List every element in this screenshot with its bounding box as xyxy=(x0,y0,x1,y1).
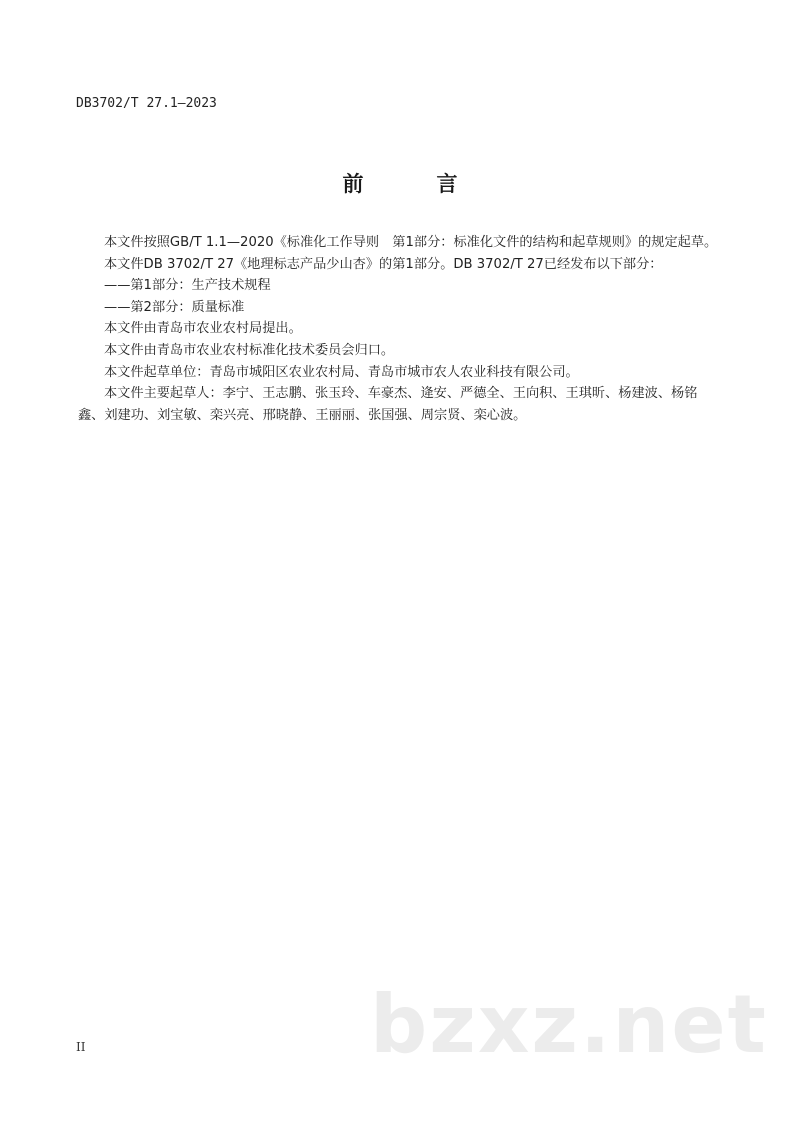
paragraph-document-part: 本文件DB 3702/T 27《地理标志产品少山杏》的第1部分。DB 3702/T 27已经发布以下部分： xyxy=(104,256,663,272)
paragraph-proposed-by: 本文件由青岛市农业农村局提出。 xyxy=(104,321,302,337)
foreword-body xyxy=(78,232,720,426)
watermark: bzxz.net xyxy=(370,978,768,1071)
paragraph-drafters: 本文件主要起草人：李宁、王志鹏、张玉玲、车豪杰、逄安、严德全、王向积、王琪昕、杨建波、杨铭鑫、刘建功、刘宝敏、栾兴亮、邢晓静、王丽丽、张国强、周宗贤、栾心波。 xyxy=(78,386,698,423)
document-code: DB3702/T 27.1—2023 xyxy=(76,96,217,111)
list-item-part-2: ——第2部分：质量标准 xyxy=(104,299,245,315)
paragraph-centralized-by: 本文件由青岛市农业农村标准化技术委员会归口。 xyxy=(104,342,395,358)
paragraph-drafting-rules: 本文件按照GB/T 1.1—2020《标准化工作导则 第1部分：标准化文件的结构和起草规则》的规定起草。 xyxy=(104,235,718,250)
paragraph-drafting-units: 本文件起草单位：青岛市城阳区农业农村局、青岛市城市农人农业科技有限公司。 xyxy=(104,364,579,380)
page-number: II xyxy=(76,1040,86,1054)
page-title: 前 言 xyxy=(342,172,484,196)
list-item-part-1: ——第1部分：生产技术规程 xyxy=(104,278,271,294)
